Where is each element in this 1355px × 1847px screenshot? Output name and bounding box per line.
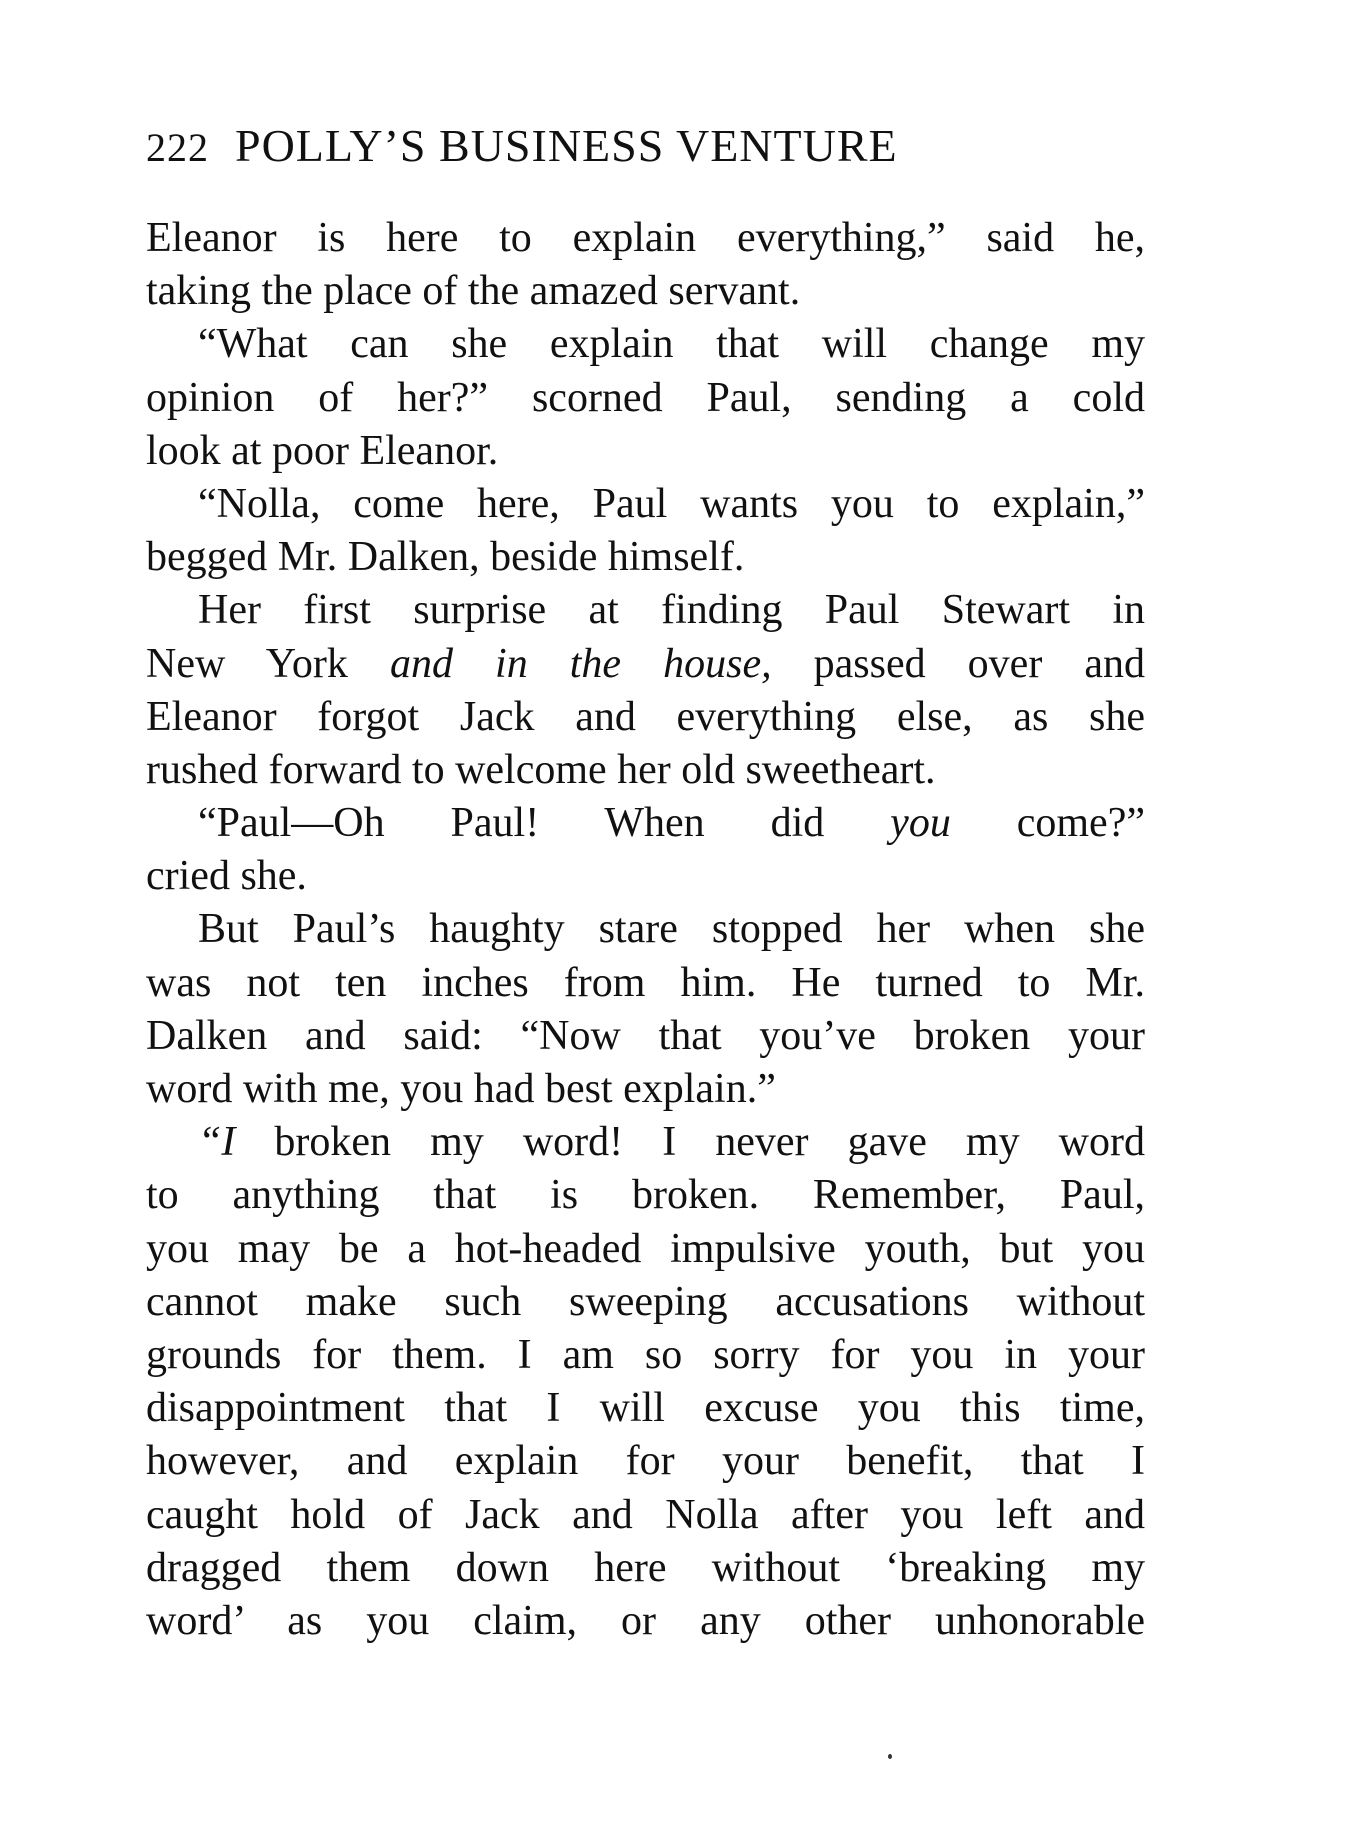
text-line: “What can she explain that will change my: [198, 321, 1145, 368]
running-head: [146, 106, 1146, 186]
text-line: cried she.: [146, 853, 307, 900]
text-line: Eleanor is here to explain everything,” said he,: [146, 215, 1145, 261]
text-line: taking the place of the amazed servant.: [146, 268, 801, 315]
text-line: Eleanor forgot Jack and everything else, as she: [146, 693, 1145, 740]
text-line: disappointment that I will excuse you this time,: [146, 1385, 1145, 1432]
text-line: “Nolla, come here, Paul wants you to explain,”: [198, 480, 1145, 527]
text-line: But Paul’s haughty stare stopped her when she: [198, 906, 1145, 953]
text-line: “I broken my word! I never gave my word: [198, 1119, 1145, 1166]
text-line: New York and in the house, passed over and: [146, 640, 1145, 687]
italic-word: I: [221, 1119, 236, 1166]
running-head-title: POLLY’S BUSINESS VENTURE: [235, 120, 898, 171]
text-line: begged Mr. Dalken, beside himself.: [146, 534, 745, 581]
ink-speck: [888, 1754, 892, 1759]
text-line: dragged them down here without ‘breaking my: [146, 1544, 1145, 1591]
text-line: word with me, you had best explain.”: [146, 1066, 776, 1112]
text-line: rushed forward to welcome her old sweetheart.: [146, 746, 936, 793]
text-line: grounds for them. I am so sorry for you in your: [146, 1331, 1145, 1378]
text-line: “Paul—Oh Paul! When did you come?”: [198, 800, 1145, 847]
text-line: to anything that is broken. Remember, Paul,: [146, 1172, 1145, 1219]
text-line: however, and explain for your benefit, that I: [146, 1438, 1145, 1485]
page-number: 222: [146, 125, 209, 170]
italic-word: you: [890, 800, 951, 847]
text-line: you may be a hot-headed impulsive youth, but you: [146, 1225, 1145, 1272]
italic-phrase: and in the house,: [389, 640, 772, 687]
text-line: was not ten inches from him. He turned to Mr.: [146, 959, 1145, 1006]
text-line: opinion of her?” scorned Paul, sending a cold: [146, 374, 1145, 421]
text-line: word’ as you claim, or any other unhonorable: [146, 1597, 1145, 1644]
text-line: Her first surprise at finding Paul Stewart in: [198, 587, 1145, 634]
text-line: caught hold of Jack and Nolla after you left and: [146, 1491, 1145, 1538]
text-line: look at poor Eleanor.: [146, 427, 499, 474]
text-line: Dalken and said: “Now that you’ve broken your: [146, 1012, 1145, 1059]
body-text: [146, 212, 1145, 1648]
text-line: cannot make such sweeping accusations without: [146, 1278, 1145, 1325]
